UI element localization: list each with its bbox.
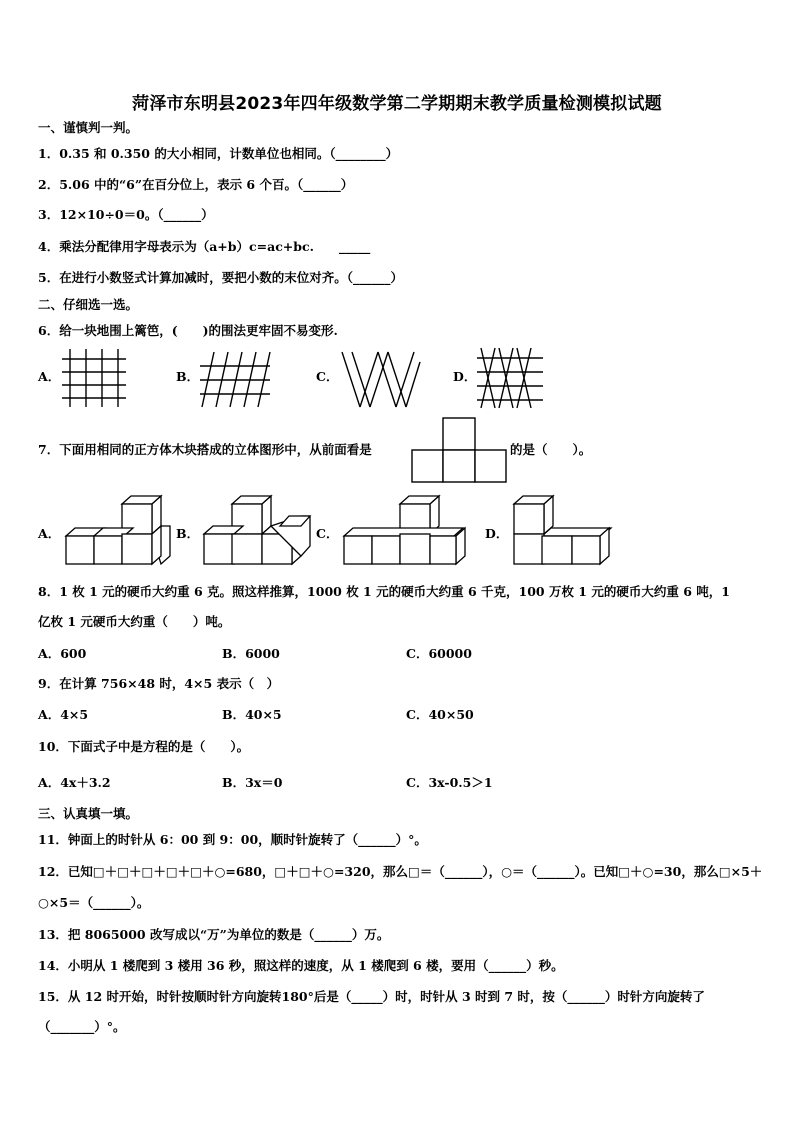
q6-option-a-label: A．	[38, 369, 61, 384]
fence-slanted-figure-b	[200, 352, 270, 407]
question-8-line-2: 亿枚 1 元硬币大约重（ ）吨。	[38, 614, 231, 629]
question-7-text: 7．下面用相同的正方体木块搭成的立体图形中，从前面看是	[38, 442, 372, 457]
question-12-line-1: 12．已知□＋□＋□＋□＋□＋○=680，□＋□＋○=320，那么□＝（______），○＝（______）。已知□＋○=30，那么□×5＋	[38, 864, 763, 879]
question-15-line-1: 15．从 12 时开始，时针按顺时针方向旋转180°后是（_____）时，时针从 3 时到 7 时，按（______）时针方向旋转了	[38, 989, 705, 1004]
q9-option-a: A．4×5	[38, 707, 89, 722]
q7-option-b-label: B．	[176, 526, 200, 541]
q10-option-c: C．3x-0.5＞1	[406, 775, 493, 790]
q6-option-b-label: B．	[176, 369, 200, 384]
q7-option-d-label: D．	[485, 526, 509, 541]
q7-option-a-label: A．	[38, 526, 61, 541]
question-4: 4．乘法分配律用字母表示为（a+b）c=ac+bc. _____	[38, 239, 371, 254]
q8-option-c: C．60000	[406, 646, 472, 661]
question-10: 10．下面式子中是方程的是（ ）。	[38, 739, 250, 754]
q6-option-d-label: D．	[453, 369, 477, 384]
cube-figure-b	[202, 494, 310, 570]
question-13: 13．把 8065000 改写成以“万”为单位的数是（______）万。	[38, 927, 390, 942]
q8-option-b: B．6000	[222, 646, 280, 661]
question-1: 1．0.35 和 0.350 的大小相同，计数单位也相同。（________）	[38, 146, 399, 161]
q10-option-a: A．4x＋3.2	[38, 775, 111, 790]
section-heading-1: 一、谨慎判一判。	[38, 120, 139, 135]
fence-mixed-figure-d	[477, 348, 543, 408]
q10-option-b: B．3x＝0	[222, 775, 283, 790]
q9-option-c: C．40×50	[406, 707, 474, 722]
section-heading-2: 二、仔细选一选。	[38, 297, 139, 312]
fence-grid-figure-a	[62, 349, 126, 407]
question-12-line-2: ○×5＝（______）。	[38, 895, 150, 910]
q7-option-c-label: C．	[316, 526, 339, 541]
cube-figure-a	[64, 494, 170, 570]
question-7-suffix: 的是（ ）。	[510, 442, 592, 457]
page-title: 菏泽市东明县2023年四年级数学第二学期期末教学质量检测模拟试题	[132, 94, 662, 114]
question-15-line-2: （_______）°。	[38, 1019, 126, 1034]
question-11: 11．钟面上的时针从 6：00 到 9：00，顺时针旋转了（______）°。	[38, 832, 427, 847]
q6-option-c-label: C．	[316, 369, 339, 384]
question-2: 2．5.06 中的“6”在百分位上，表示 6 个百。（______）	[38, 177, 354, 192]
front-view-figure	[411, 417, 507, 483]
question-9: 9．在计算 756×48 时，4×5 表示（ ）	[38, 676, 280, 691]
q8-option-a: A．600	[38, 646, 87, 661]
cube-figure-c	[342, 494, 470, 570]
fence-cross-figure-c	[342, 352, 420, 407]
question-14: 14．小明从 1 楼爬到 3 楼用 36 秒，照这样的速度，从 1 楼爬到 6 楼，要用（______）秒。	[38, 958, 564, 973]
question-3: 3．12×10÷0＝0。（______）	[38, 207, 214, 222]
q9-option-b: B．40×5	[222, 707, 282, 722]
question-8-line-1: 8．1 枚 1 元的硬币大约重 6 克。照这样推算，1000 枚 1 元的硬币大约重 6 千克，100 万枚 1 元的硬币大约重 6 吨，1	[38, 584, 730, 599]
section-heading-3: 三、认真填一填。	[38, 806, 139, 821]
question-5: 5．在进行小数竖式计算加减时，要把小数的末位对齐。（______）	[38, 270, 403, 285]
cube-figure-d	[512, 494, 618, 570]
question-6: 6．给一块地围上篱笆，( )的围法更牢固不易变形.	[38, 323, 338, 338]
